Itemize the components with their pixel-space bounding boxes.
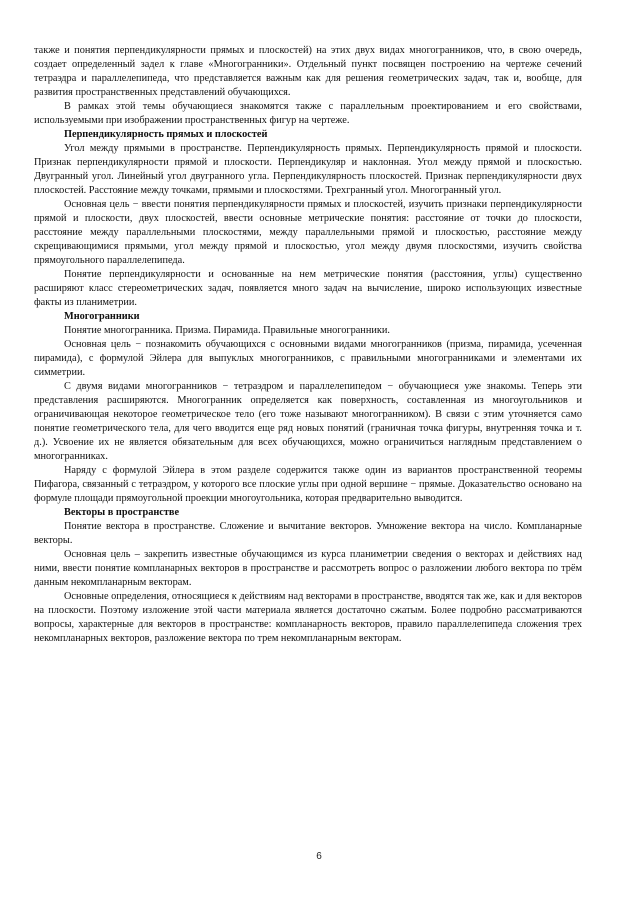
- paragraph-polyhedra-goal: Основная цель − познакомить обучающихся с основными видами многогранников (призма, пирамида, усеченная пирамида), с формулой Эйлера для выпуклых многогранников, с правильными многогранниками и элементами их симметрии.: [34, 339, 582, 378]
- section-heading-perpendicularity: Перпендикулярность прямых и плоскостей: [64, 129, 268, 140]
- section-heading-polyhedra: Многогранники: [64, 311, 140, 322]
- paragraph-vectors-topics: Понятие вектора в пространстве. Сложение и вычитание векторов. Умножение вектора на число. Компланарные векторы.: [34, 521, 582, 546]
- paragraph-polyhedra-details: С двумя видами многогранников − тетраэдром и параллелепипедом − обучающиеся уже знакомы. Теперь эти представления расширяются. Многогранник определяется как поверхность, составленная из многоугольников и ограничивающая некоторое геометрическое тело (его тоже называют многогранником). В связи с этим уточняется само понятие геометрического тела, для чего вводится еще ряд новых понятий (граничная точка фигуры, внутренняя точка и т. д.). Усвоение их не является обязательным для всех обучающихся, можно ограничиться наглядным представлением о многогранниках.: [34, 381, 582, 462]
- paragraph-polyhedra-euler: Наряду с формулой Эйлера в этом разделе содержится также один из вариантов пространственной теоремы Пифагора, связанный с тетраэдром, у которого все плоские углы при одной вершине − прямые. Доказательство основано на формуле площади прямоугольной проекции многоугольника, которая предварительно выводится.: [34, 465, 582, 504]
- paragraph-parallel-projection: В рамках этой темы обучающиеся знакомятся также с параллельным проектированием и его свойствами, используемыми при изображении пространственных фигур на чертеже.: [34, 101, 582, 126]
- paragraph-perpendicularity-goal: Основная цель − ввести понятия перпендикулярности прямых и плоскостей, изучить признаки перпендикулярности прямой и плоскости, двух плоскостей, ввести основные метрические понятия: расстояние от точки до плоскости, расстояние между параллельными плоскостями, между параллельными прямой и плоскостью, расстояние между скрещивающимися прямыми, угол между прямой и плоскостью, угол между двумя плоскостями, изучить свойства прямоугольного параллелепипеда.: [34, 199, 582, 266]
- paragraph-vectors-details: Основные определения, относящиеся к действиям над векторами в пространстве, вводятся так же, как и для векторов на плоскости. Поэтому изложение этой части материала является достаточно сжатым. Более подробно рассматриваются вопросы, характерные для векторов в пространстве: компланарность векторов, правило параллелепипеда сложения трех некомпланарных векторов, разложение вектора по трем некомпланарным векторам.: [34, 591, 582, 644]
- paragraph-polyhedra-topics: Понятие многогранника. Призма. Пирамида. Правильные многогранники.: [64, 325, 390, 336]
- paragraph-perpendicularity-notes: Понятие перпендикулярности и основанные на нем метрические понятия (расстояния, углы) существенно расширяют класс стереометрических задач, появляется много задач на вычисление, широко использующих известные факты из планиметрии.: [34, 269, 582, 308]
- page-number: 6: [316, 851, 322, 862]
- paragraph-vectors-goal: Основная цель – закрепить известные обучающимся из курса планиметрии сведения о векторах и действиях над ними, ввести понятие компланарных векторов в пространстве и рассмотреть вопрос о разложении любого вектора по трём данным некомпланарным векторам.: [34, 549, 582, 588]
- paragraph-continuation: также и понятия перпендикулярности прямых и плоскостей) на этих двух видах многогранников, что, в свою очередь, создает определенный задел к главе «Многогранники». Отдельный пункт посвящен построению на чертеже сечений тетраэдра и параллелепипеда, что представляется важным как для решения геометрических задач, так и, вообще, для развития пространственных представлений обучающихся.: [34, 45, 582, 98]
- page-text: [34, 44, 582, 646]
- paragraph-perpendicularity-topics: Угол между прямыми в пространстве. Перпендикулярность прямых. Перпендикулярность прямой и плоскости. Признак перпендикулярности прямой и плоскости. Перпендикуляр и наклонная. Угол между прямой и плоскостью. Двугранный угол. Линейный угол двугранного угла. Перпендикулярность плоскостей. Признак перпендикулярности двух плоскостей. Расстояние между точками, прямыми и плоскостями. Трехгранный угол. Многогранный угол.: [34, 143, 582, 196]
- section-heading-vectors: Векторы в пространстве: [64, 507, 180, 518]
